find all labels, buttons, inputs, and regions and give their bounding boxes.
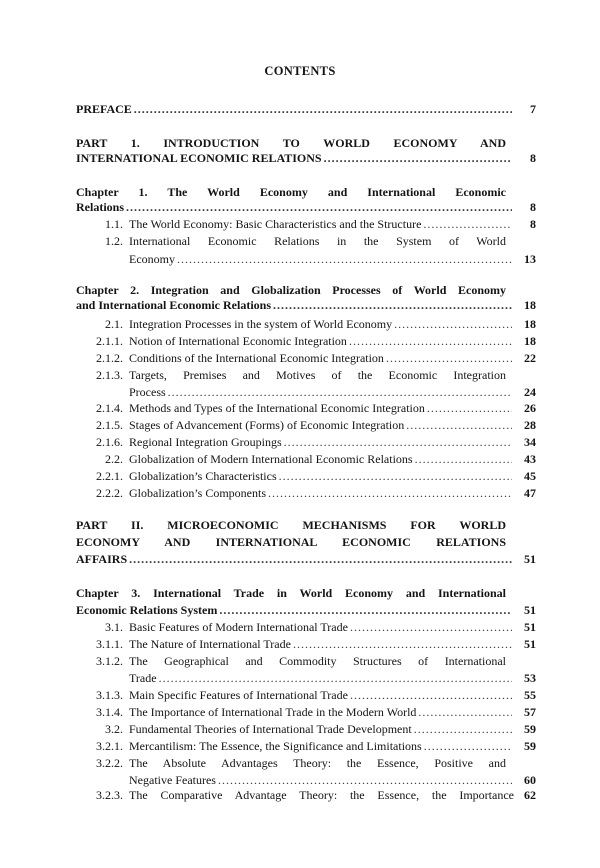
page-number: 51 [524, 637, 536, 651]
section-number: 3.2.3. [96, 788, 123, 802]
entry-title-line-1: PART II. MICROECONOMIC MECHANISMS FOR WORLD [76, 518, 506, 532]
page-number: 18 [524, 298, 536, 312]
entry-title-line-1: Chapter 3. International Trade in World Economy and International [76, 586, 506, 600]
page-number: 8 [530, 217, 536, 231]
entry-title: Globalization’s Characteristics [129, 469, 277, 483]
section-number: 3.2.1. [96, 739, 123, 753]
page-number: 18 [524, 317, 536, 331]
dot-leader [415, 452, 512, 467]
section-number: 2.1.3. [96, 368, 123, 382]
section-number: 2.1. [105, 317, 123, 331]
section-number: 1.1. [105, 217, 123, 231]
page-number: 55 [524, 688, 536, 702]
section-number: 3.1.2. [96, 654, 123, 668]
section-number: 3.2.2. [96, 756, 123, 770]
section-number: 3.2. [105, 722, 123, 736]
toc-entry-2-1-1[interactable] [76, 334, 536, 349]
dot-leader [284, 435, 512, 450]
dot-leader [219, 603, 512, 618]
section-number: 2.1.2. [96, 351, 123, 365]
dot-leader [177, 252, 512, 267]
entry-title-line-2: Process [129, 385, 166, 399]
toc-entry-2-1[interactable] [76, 317, 536, 332]
toc-entry-2-1-2[interactable] [76, 351, 536, 366]
toc-entry-chapter-3[interactable] [76, 586, 536, 618]
entry-title-line-2: Economy [129, 252, 175, 266]
entry-title-line-2: and International Economic Relations [76, 298, 272, 312]
page-number: 18 [524, 334, 536, 348]
toc-entry-3-1-2[interactable] [76, 654, 536, 686]
toc-entry-1-1[interactable] [76, 217, 536, 232]
section-number: 2.2. [105, 452, 123, 466]
page-number: 51 [524, 552, 536, 566]
dot-leader [424, 739, 512, 754]
toc-entry-part-2[interactable] [76, 518, 536, 567]
page-number: 53 [524, 671, 536, 685]
entry-title: Globalization’s Components [129, 486, 266, 500]
entry-title-line-1: International Economic Relations in the System of World [129, 234, 506, 248]
toc-entry-3-1-1[interactable] [76, 637, 536, 652]
page-number: 59 [524, 722, 536, 736]
page-number: 47 [524, 486, 536, 500]
toc-entry-chapter-1[interactable] [76, 185, 536, 215]
dot-leader [423, 217, 512, 232]
page-number: 45 [524, 469, 536, 483]
toc-entry-3-1-4[interactable] [76, 705, 536, 720]
entry-title-line-1: The Absolute Advantages Theory: the Essence, Positive and [129, 756, 506, 770]
entry-title: Basic Features of Modern International Trade [129, 620, 348, 634]
dot-leader [418, 705, 512, 720]
toc-entry-3-2[interactable] [76, 722, 536, 737]
entry-title: Regional Integration Groupings [129, 435, 282, 449]
entry-title-line-3: AFFAIRS [76, 552, 128, 566]
dot-leader [414, 722, 512, 737]
section-number: 3.1.4. [96, 705, 123, 719]
section-number: 2.1.6. [96, 435, 123, 449]
toc-entry-2-2[interactable] [76, 452, 536, 467]
dot-leader [218, 773, 512, 788]
dot-leader [427, 401, 512, 416]
section-number: 2.1.1. [96, 334, 123, 348]
entry-title-line-2: Negative Features [129, 773, 216, 787]
toc-entry-2-1-5[interactable] [76, 418, 536, 433]
toc-entry-1-2[interactable] [76, 234, 536, 267]
page-number: 51 [524, 620, 536, 634]
entry-title: Methods and Types of the International Economic Integration [129, 401, 425, 415]
page-number: 62 [524, 788, 536, 802]
toc-entry-3-2-1[interactable] [76, 739, 536, 754]
page-number: 59 [524, 739, 536, 753]
entry-title-line-2: Trade [129, 671, 157, 685]
entry-title: Stages of Advancement (Forms) of Economic Integration [129, 418, 405, 432]
toc-entry-part-1[interactable] [76, 136, 536, 166]
page-number: 26 [524, 401, 536, 415]
toc-entry-2-1-3[interactable] [76, 368, 536, 400]
page-number: 13 [524, 252, 536, 266]
entry-title-line-1: PART 1. INTRODUCTION TO WORLD ECONOMY AND [76, 136, 506, 150]
dot-leader [394, 317, 512, 332]
page-number: 51 [524, 603, 536, 617]
section-number: 2.2.1. [96, 469, 123, 483]
page-number: 7 [530, 102, 536, 116]
toc-entry-3-2-3[interactable] [76, 788, 536, 803]
section-number: 2.1.4. [96, 401, 123, 415]
entry-title: PREFACE [76, 102, 132, 116]
entry-title: The Comparative Advantage Theory: the Essence, the Importance [129, 788, 514, 802]
entry-title: Notion of International Economic Integration [129, 334, 347, 348]
entry-title: Mercantilism: The Essence, the Significance and Limitations [129, 739, 422, 753]
entry-title: Integration Processes in the system of World Economy [129, 317, 393, 331]
dot-leader [134, 102, 512, 117]
toc-entry-3-1-3[interactable] [76, 688, 536, 703]
toc-entry-chapter-2[interactable] [76, 283, 536, 313]
entry-title: Conditions of the International Economic Integration [129, 351, 384, 365]
entry-title-line-2: INTERNATIONAL ECONOMIC RELATIONS [76, 151, 322, 165]
toc-entry-2-1-4[interactable] [76, 401, 536, 416]
entry-title-line-1: Targets, Premises and Motives of the Economic Integration [129, 368, 506, 382]
page-number: 24 [524, 385, 536, 399]
page-number: 22 [524, 351, 536, 365]
toc-entry-3-2-2[interactable] [76, 756, 536, 788]
page-number: 28 [524, 418, 536, 432]
dot-leader [293, 637, 512, 652]
contents-title: CONTENTS [264, 64, 336, 78]
entry-title-line-2: Relations [76, 200, 124, 214]
entry-title: Main Specific Features of International Trade [129, 688, 348, 702]
dot-leader [406, 418, 512, 433]
page-number: 57 [524, 705, 536, 719]
page-number: 8 [530, 151, 536, 165]
entry-title: The Importance of International Trade in the Modern World [129, 705, 417, 719]
section-number: 2.1.5. [96, 418, 123, 432]
dot-leader [168, 385, 512, 400]
dot-leader [349, 334, 512, 349]
section-number: 2.2.2. [96, 486, 123, 500]
section-number: 3.1.1. [96, 637, 123, 651]
dot-leader [126, 200, 512, 215]
entry-title: Globalization of Modern International Economic Relations [129, 452, 413, 466]
entry-title-line-1: The Geographical and Commodity Structures of International [129, 654, 506, 668]
dot-leader [279, 469, 512, 484]
page-number: 43 [524, 452, 536, 466]
page-number: 8 [530, 200, 536, 214]
entry-title-line-2: Economic Relations System [76, 603, 218, 617]
entry-title-line-1: Chapter 1. The World Economy and International Economic [76, 185, 506, 199]
entry-title-line-1: Chapter 2. Integration and Globalization Processes of World Economy [76, 283, 506, 297]
toc-entry-3-1[interactable] [76, 620, 536, 635]
entry-title-line-2: ECONOMY AND INTERNATIONAL ECONOMIC RELATIONS [76, 535, 506, 549]
section-number: 3.1. [105, 620, 123, 634]
toc-entry-2-1-6[interactable] [76, 435, 536, 450]
section-number: 1.2. [105, 234, 123, 248]
dot-leader [324, 151, 512, 166]
entry-title: The World Economy: Basic Characteristics and the Structure [129, 217, 422, 231]
dot-leader [350, 688, 512, 703]
toc-entry-2-2-1[interactable] [76, 469, 536, 484]
entry-title: Fundamental Theories of International Trade Development [129, 722, 412, 736]
toc-entry-preface[interactable] [76, 102, 536, 117]
dot-leader [129, 552, 512, 567]
dot-leader [386, 351, 512, 366]
dot-leader [159, 671, 512, 686]
page-number: 34 [524, 435, 536, 449]
toc-entry-2-2-2[interactable] [76, 486, 536, 501]
dot-leader [273, 298, 512, 313]
entry-title: The Nature of International Trade [129, 637, 291, 651]
section-number: 3.1.3. [96, 688, 123, 702]
dot-leader [350, 620, 512, 635]
dot-leader [268, 486, 512, 501]
page-number: 60 [524, 773, 536, 787]
